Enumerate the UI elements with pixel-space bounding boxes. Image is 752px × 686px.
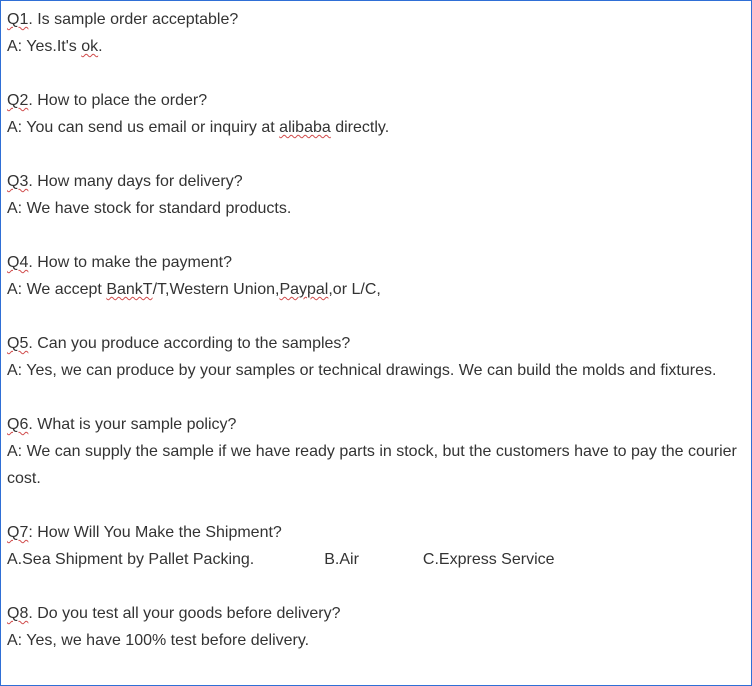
answer-text: /T,Western Union, [152,281,280,298]
answer-text: A: Yes.It's [7,38,82,55]
question-q8 [7,600,745,627]
question-q7 [7,519,745,546]
question-text: . What is your sample policy? [28,416,237,433]
question-text: . How to place the order? [28,92,208,109]
answer-q8: A: Yes, we have 100% test before delivery. [7,632,310,649]
question-q3 [7,168,745,195]
question-label: Q5 [7,335,29,352]
faq-item-q4 [7,249,745,303]
question-text: . Can you produce according to the samples? [28,335,351,352]
faq-item-q1 [7,6,745,60]
shipment-options [7,546,745,573]
question-label: Q7 [7,524,29,541]
answer-marked-word: alibaba [279,119,331,136]
question-label: Q3 [7,173,29,190]
answer-q2 [7,114,745,141]
faq-item-q7 [7,519,745,573]
faq-content [7,6,745,654]
faq-item-q2 [7,87,745,141]
answer-text: A: You can send us email or inquiry at [7,119,280,136]
question-q4 [7,249,745,276]
question-label: Q1 [7,11,29,28]
answer-q1 [7,33,745,60]
question-text: . How to make the payment? [28,254,232,271]
faq-item-q5 [7,330,745,384]
question-label: Q8 [7,605,29,622]
faq-item-q6 [7,411,745,492]
answer-marked-word: Paypal [279,281,329,298]
question-q5 [7,330,745,357]
answer-text: . [98,38,103,55]
answer-marked-word: ok [81,38,99,55]
question-label: Q6 [7,416,29,433]
answer-text: ,or L/C, [328,281,381,298]
faq-item-q3 [7,168,745,222]
question-text: . Is sample order acceptable? [28,11,239,28]
question-text: . Do you test all your goods before delivery? [28,605,341,622]
shipment-option-air: B.Air [324,551,359,568]
answer-marked-word: BankT [106,281,153,298]
question-label: Q2 [7,92,29,109]
answer-q5: A: Yes, we can produce by your samples or technical drawings. We can build the molds and fixtures. [7,362,717,379]
answer-q3: A: We have stock for standard products. [7,200,292,217]
faq-item-q8 [7,600,745,654]
question-q2 [7,87,745,114]
answer-q6: A: We can supply the sample if we have ready parts in stock, but the customers have to pay the courier cost. [7,443,742,487]
question-q1 [7,6,745,33]
question-text: . How many days for delivery? [28,173,243,190]
question-text: : How Will You Make the Shipment? [28,524,282,541]
answer-text: A: We accept [7,281,107,298]
answer-text: directly. [330,119,390,136]
answer-q4 [7,276,745,303]
shipment-option-express: C.Express Service [422,551,555,568]
question-q6 [7,411,745,438]
question-label: Q4 [7,254,29,271]
shipment-option-sea: A.Sea Shipment by Pallet Packing. [7,551,255,568]
